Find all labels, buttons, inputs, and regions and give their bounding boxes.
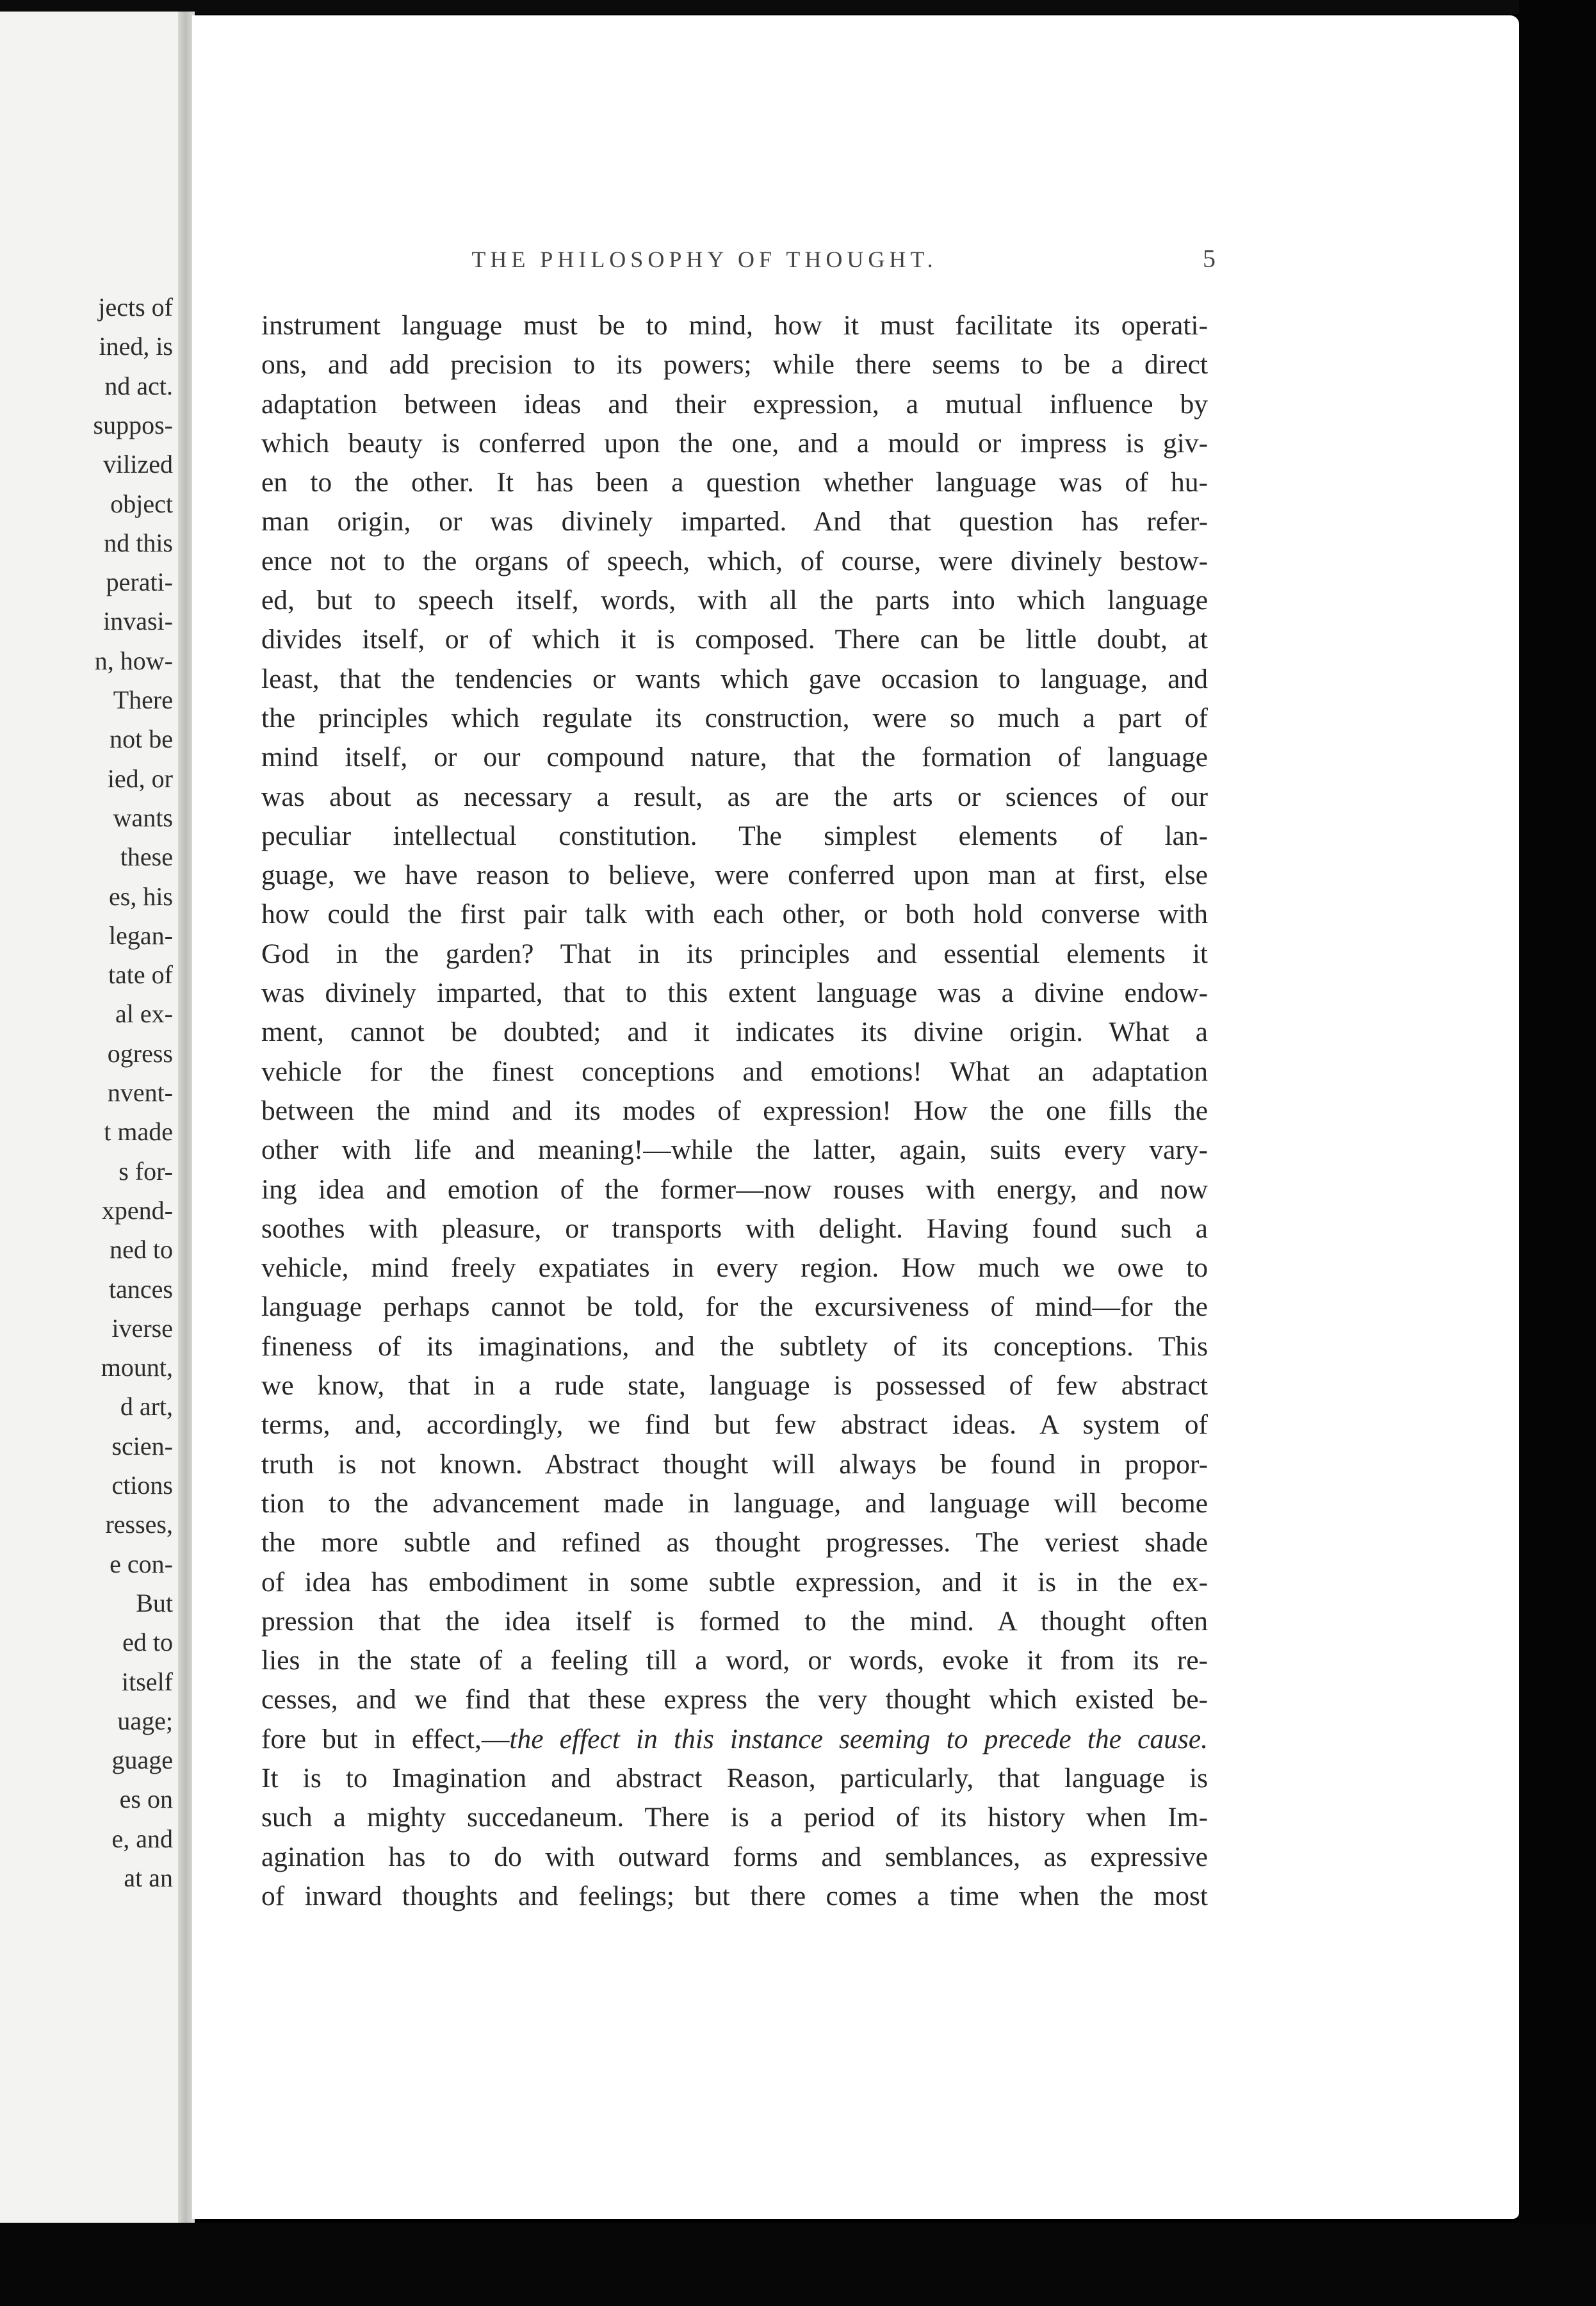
facing-page-line-fragment: es, his bbox=[109, 881, 173, 911]
text-line-content: truth is not known. Abstract thought will always be found in propor- bbox=[261, 1448, 1208, 1480]
text-line-content: cesses, and we find that these express the very thought which existed be- bbox=[261, 1684, 1208, 1715]
text-line bbox=[261, 817, 1208, 856]
facing-page-line-fragment: tate of bbox=[108, 960, 173, 990]
text-line bbox=[261, 1131, 1208, 1170]
text-line bbox=[261, 1327, 1208, 1366]
text-line bbox=[261, 1641, 1208, 1680]
text-line-content: mind itself, or our compound nature, that the formation of language bbox=[261, 742, 1208, 773]
running-head: THE PHILOSOPHY OF THOUGHT. bbox=[471, 247, 938, 272]
text-line bbox=[261, 1720, 1208, 1759]
facing-page-line-fragment: ied, or bbox=[107, 764, 173, 793]
facing-page-line-fragment: iverse bbox=[111, 1313, 173, 1343]
text-line bbox=[261, 463, 1208, 502]
text-line-content: ence not to the organs of speech, which, of course, were divinely bestow- bbox=[261, 545, 1208, 576]
facing-page-line-fragment: vilized bbox=[103, 450, 173, 479]
facing-page-line-fragment: legan- bbox=[109, 920, 173, 950]
text-line-content: ons, and add precision to its powers; while there seems to be a direct bbox=[261, 349, 1208, 380]
text-line bbox=[261, 699, 1208, 738]
facing-page-line-fragment: e con- bbox=[110, 1549, 173, 1578]
text-line bbox=[261, 1405, 1208, 1444]
text-line-content: language perhaps cannot be told, for the excursiveness of mind—for the bbox=[261, 1291, 1208, 1323]
text-line-content: fineness of its imaginations, and the subtlety of its conceptions. This bbox=[261, 1330, 1208, 1362]
text-line-content: It is to Imagination and abstract Reason, particularly, that language is bbox=[261, 1762, 1208, 1794]
text-line bbox=[261, 974, 1208, 1013]
facing-page-line-fragment: ogress bbox=[107, 1038, 173, 1068]
text-line-content: instrument language must be to mind, how it must facilitate its operati- bbox=[261, 310, 1208, 341]
facing-page-line-fragment: ed to bbox=[122, 1628, 173, 1657]
text-line bbox=[261, 542, 1208, 581]
text-line-content: vehicle for the finest conceptions and emotions! What an adaptation bbox=[261, 1056, 1208, 1087]
facing-page-line-fragment: object bbox=[110, 489, 173, 518]
scan-frame-bottom bbox=[0, 2223, 1596, 2306]
text-line bbox=[261, 424, 1208, 463]
facing-page-line-fragment: itself bbox=[122, 1667, 173, 1696]
facing-page-line-fragment: perati- bbox=[106, 568, 173, 597]
text-line bbox=[261, 1209, 1208, 1248]
text-line-content: was divinely imparted, that to this extent language was a divine endow- bbox=[261, 977, 1208, 1009]
facing-page-line-fragment: e, and bbox=[111, 1824, 173, 1853]
text-line bbox=[261, 1838, 1208, 1877]
facing-page-line-fragment: s for- bbox=[118, 1156, 173, 1186]
text-line bbox=[261, 502, 1208, 541]
facing-page-edge bbox=[0, 12, 192, 2228]
text-line-content: pression that the idea itself is formed to the mind. A thought often bbox=[261, 1605, 1208, 1637]
text-line-content: the more subtle and refined as thought progresses. The veriest shade bbox=[261, 1527, 1208, 1558]
text-line bbox=[261, 856, 1208, 895]
body-text bbox=[261, 306, 1208, 1916]
text-line bbox=[261, 1052, 1208, 1092]
text-line-content: was about as necessary a result, as are the arts or sciences of our bbox=[261, 781, 1208, 812]
text-line-content: tion to the advancement made in language, and language will become bbox=[261, 1487, 1208, 1519]
text-line-content: the principles which regulate its construction, were so much a part of bbox=[261, 702, 1208, 733]
text-line-content: which beauty is conferred upon the one, and a mould or impress is giv- bbox=[261, 427, 1208, 459]
text-line-content: fore but in effect,— bbox=[261, 1723, 510, 1754]
text-line-content: adaptation between ideas and their expression, a mutual influence by bbox=[261, 388, 1208, 420]
text-line-content: man origin, or was divinely imparted. And that question has refer- bbox=[261, 506, 1208, 537]
italic-phrase: the effect in this instance seeming to precede the cause. bbox=[509, 1723, 1208, 1754]
facing-page-line-fragment: nd act. bbox=[104, 371, 173, 400]
facing-page-line-fragment: scien- bbox=[111, 1431, 173, 1460]
facing-page-line-fragment: ctions bbox=[111, 1471, 173, 1500]
facing-page-line-fragment: al ex- bbox=[115, 999, 173, 1029]
text-line-content: vehicle, mind freely expatiates in every region. How much we owe to bbox=[261, 1252, 1208, 1284]
text-line bbox=[261, 1877, 1208, 1916]
facing-page-line-fragment: invasi- bbox=[103, 607, 173, 636]
text-line bbox=[261, 738, 1208, 777]
text-line bbox=[261, 1170, 1208, 1209]
text-line bbox=[261, 778, 1208, 817]
text-line-content: soothes with pleasure, or transports with delight. Having found such a bbox=[261, 1213, 1208, 1244]
facing-page-line-fragment: these bbox=[120, 842, 173, 872]
text-line-content: ment, cannot be doubted; and it indicates its divine origin. What a bbox=[261, 1017, 1208, 1048]
text-line bbox=[261, 1013, 1208, 1052]
text-line-content: ing idea and emotion of the former—now rouses with energy, and now bbox=[261, 1173, 1208, 1205]
facing-page-line-fragment: at an bbox=[124, 1863, 173, 1892]
facing-page-line-fragment: guage bbox=[111, 1746, 173, 1775]
text-line bbox=[261, 1445, 1208, 1484]
text-line bbox=[261, 1563, 1208, 1602]
facing-page-line-fragment: There bbox=[113, 685, 173, 714]
text-line bbox=[261, 345, 1208, 384]
text-line bbox=[261, 1248, 1208, 1288]
facing-page-line-fragment: n, how- bbox=[94, 646, 173, 675]
facing-page-line-fragment: d art, bbox=[120, 1392, 173, 1421]
text-line bbox=[261, 895, 1208, 934]
text-line bbox=[261, 620, 1208, 659]
facing-page-line-fragment: tances bbox=[109, 1274, 173, 1304]
book-page bbox=[192, 15, 1519, 2219]
facing-page-line-fragment: nvent- bbox=[107, 1078, 173, 1107]
text-line-content: of idea has embodiment in some subtle expression, and it is in the ex- bbox=[261, 1566, 1208, 1598]
text-line-content: least, that the tendencies or wants which gave occasion to language, and bbox=[261, 663, 1208, 694]
facing-page-line-fragment: ined, is bbox=[99, 332, 173, 361]
text-line-content: God in the garden? That in its principles and essential elements it bbox=[261, 938, 1208, 969]
facing-page-line-fragment: jects of bbox=[98, 293, 173, 322]
facing-page-line-fragment: wants bbox=[113, 803, 173, 832]
text-line-content: divides itself, or of which it is composed. There can be little doubt, at bbox=[261, 624, 1208, 655]
facing-page-line-fragment: resses, bbox=[105, 1510, 173, 1539]
text-line-content: ed, but to speech itself, words, with all the parts into which language bbox=[261, 585, 1208, 616]
facing-page-line-fragment: not be bbox=[110, 724, 173, 754]
text-line-content: between the mind and its modes of expression! How the one fills the bbox=[261, 1095, 1208, 1126]
text-line-content: peculiar intellectual constitution. The simplest elements of lan- bbox=[261, 820, 1208, 851]
text-line-content: en to the other. It has been a question whether language was of hu- bbox=[261, 467, 1208, 498]
text-line bbox=[261, 1366, 1208, 1405]
facing-page-line-fragment: nd this bbox=[104, 528, 173, 557]
text-line bbox=[261, 1680, 1208, 1719]
text-line bbox=[261, 1523, 1208, 1562]
facing-page-line-fragment: ned to bbox=[110, 1235, 173, 1264]
text-line bbox=[261, 385, 1208, 424]
text-line bbox=[261, 1288, 1208, 1327]
facing-page-line-fragment: But bbox=[136, 1588, 173, 1617]
text-line bbox=[261, 581, 1208, 620]
text-line-content: guage, we have reason to believe, were conferred upon man at first, else bbox=[261, 860, 1208, 891]
text-line bbox=[261, 1092, 1208, 1131]
text-line-content: other with life and meaning!—while the latter, again, suits every vary- bbox=[261, 1134, 1208, 1166]
scan-frame-top bbox=[0, 0, 1596, 14]
text-line bbox=[261, 306, 1208, 345]
page-number: 5 bbox=[1203, 244, 1216, 273]
text-line-content: of inward thoughts and feelings; but there comes a time when the most bbox=[261, 1880, 1208, 1911]
text-line-content: terms, and, accordingly, we find but few abstract ideas. A system of bbox=[261, 1409, 1208, 1441]
text-line-content: agination has to do with outward forms and semblances, as expressive bbox=[261, 1841, 1208, 1872]
text-line-content: lies in the state of a feeling till a word, or words, evoke it from its re- bbox=[261, 1645, 1208, 1676]
text-line bbox=[261, 1602, 1208, 1641]
text-line bbox=[261, 1759, 1208, 1798]
text-line bbox=[261, 1484, 1208, 1523]
scan-frame-right bbox=[1519, 0, 1596, 2306]
text-line bbox=[261, 935, 1208, 974]
facing-page-line-fragment: xpend- bbox=[101, 1195, 173, 1225]
text-line-content: such a mighty succedaneum. There is a period of its history when Im- bbox=[261, 1802, 1208, 1833]
facing-page-line-fragment: t made bbox=[104, 1117, 173, 1147]
facing-page-line-fragment: uage; bbox=[117, 1706, 173, 1735]
facing-page-line-fragment: es on bbox=[119, 1785, 173, 1814]
facing-page-line-fragment: suppos- bbox=[93, 410, 173, 439]
text-line bbox=[261, 1798, 1208, 1837]
text-line bbox=[261, 660, 1208, 699]
text-line-content: how could the first pair talk with each other, or both hold converse with bbox=[261, 899, 1208, 930]
facing-page-line-fragment: mount, bbox=[101, 1353, 173, 1382]
text-line-content: we know, that in a rude state, language is possessed of few abstract bbox=[261, 1370, 1208, 1402]
